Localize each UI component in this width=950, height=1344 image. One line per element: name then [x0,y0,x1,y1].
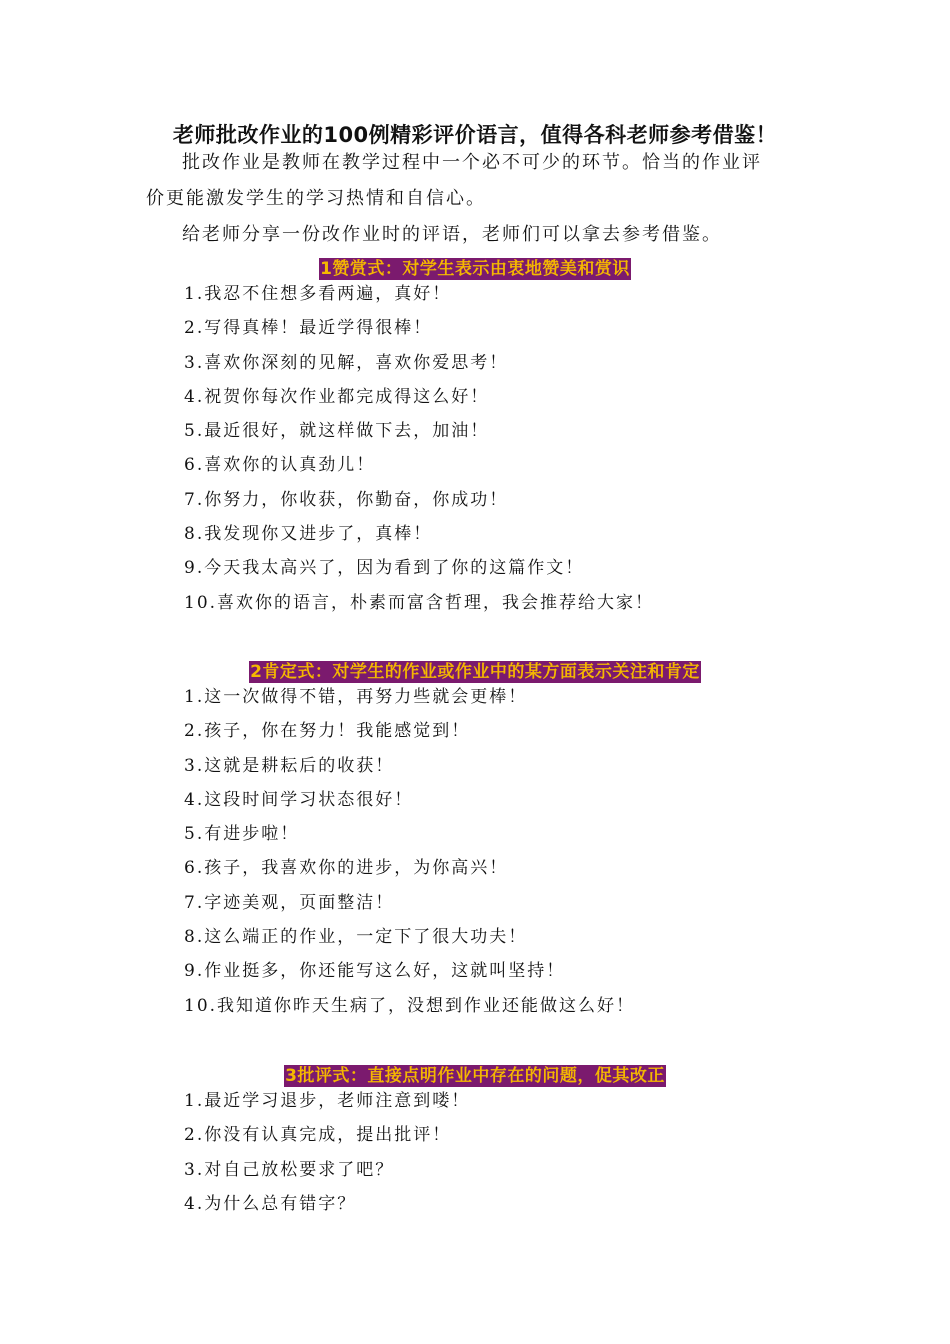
list-item: 6.喜欢你的认真劲儿！ [184,455,376,476]
section-heading-affirm [0,660,950,684]
list-item: 7.你努力，你收获，你勤奋，你成功！ [184,489,509,510]
list-item: 7.字迹美观，页面整洁！ [184,892,395,913]
list-item: 5.最近很好，就这样做下去，加油！ [184,421,490,442]
list-item: 4.为什么总有错字？ [184,1193,357,1214]
section-heading-label: 3批评式：直接点明作业中存在的问题，促其改正 [285,1066,665,1086]
list-item: 6.孩子，我喜欢你的进步，为你高兴！ [184,858,509,879]
list-item: 5.有进步啦！ [184,824,300,845]
list-item: 9.今天我太高兴了，因为看到了你的这篇作文！ [184,558,585,579]
section-list-criticism [184,1086,470,1223]
list-item: 8.我发现你又进步了，真棒！ [184,524,433,545]
list-item: 2.孩子，你在努力！我能感觉到！ [184,721,471,742]
list-item: 9.作业挺多，你还能写这么好，这就叫坚持！ [184,961,566,982]
list-item: 10.喜欢你的语言，朴素而富含哲理，我会推荐给大家！ [184,592,655,613]
list-item: 1.最近学习退步，老师注意到喽！ [184,1091,471,1111]
list-item: 3.对自己放松要求了吧？ [184,1159,395,1180]
intro-paragraph-2: 给老师分享一份改作业时的评语，老师们可以拿去参考借鉴。 [182,224,722,245]
list-item: 4.这段时间学习状态很好！ [184,789,414,810]
list-item: 2.你没有认真完成，提出批评！ [184,1125,452,1146]
list-item: 3.喜欢你深刻的见解，喜欢你爱思考！ [184,352,509,373]
section-heading-label: 2肯定式：对学生的作业或作业中的某方面表示关注和肯定 [250,662,700,682]
section-heading-label: 1赞赏式：对学生表示由衷地赞美和赏识 [320,259,630,279]
intro-paragraph-1-line-2: 价更能激发学生的学习热情和自信心。 [146,188,486,209]
intro-paragraph-1-line-1: 批改作业是教师在教学过程中一个必不可少的环节。恰当的作业评 [182,152,762,173]
list-item: 4.祝贺你每次作业都完成得这么好！ [184,386,490,407]
list-item: 1.我忍不住想多看两遍，真好！ [184,284,452,304]
intro-paragraphs [146,145,810,253]
list-item: 3.这就是耕耘后的收获！ [184,755,395,776]
section-list-affirm [184,682,635,1025]
list-item: 10.我知道你昨天生病了，没想到作业还能做这么好！ [184,995,636,1016]
list-item: 1.这一次做得不错，再努力些就会更棒！ [184,687,528,707]
section-list-praise [184,279,654,622]
section-heading-criticism [0,1064,950,1088]
list-item: 2.写得真棒！最近学得很棒！ [184,318,433,339]
document-title: 老师批改作业的100例精彩评价语言，值得各科老师参考借鉴！ [172,123,778,147]
section-heading-praise [0,257,950,281]
list-item: 8.这么端正的作业，一定下了很大功夫！ [184,927,528,948]
